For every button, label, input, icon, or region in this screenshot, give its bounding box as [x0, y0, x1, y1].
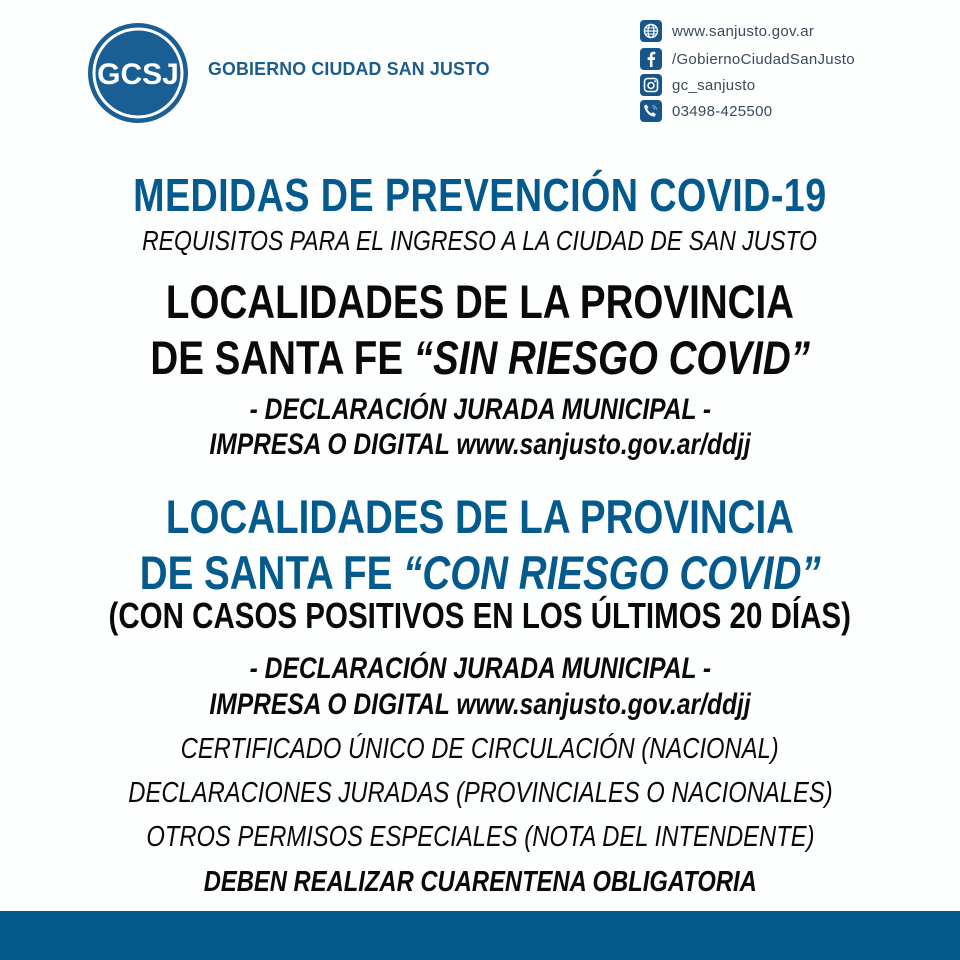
sin-riesgo-heading-line1-text: LOCALIDADES DE LA PROVINCIA	[165, 275, 795, 328]
con-riesgo-heading-line1-text: LOCALIDADES DE LA PROVINCIA	[165, 490, 795, 543]
con-riesgo-heading-line3	[0, 595, 960, 637]
contact-facebook-text: /GobiernoCiudadSanJusto	[672, 50, 855, 68]
con-riesgo-requirement-line1-text: - DECLARACIÓN JURADA MUNICIPAL -	[249, 652, 711, 685]
footer-bar	[0, 911, 960, 960]
con-riesgo-heading-line3-text: (CON CASOS POSITIVOS EN LOS ÚLTIMOS 20 DÍAS)	[108, 595, 852, 636]
con-riesgo-requirement-line1	[0, 652, 960, 686]
sin-riesgo-requirement-line1	[0, 393, 960, 427]
con-riesgo-requirement-prefix: IMPRESA O DIGITAL	[209, 688, 457, 721]
sin-riesgo-requirement-line2	[0, 428, 960, 462]
main-title-text: MEDIDAS DE PREVENCIÓN COVID-19	[133, 169, 827, 221]
contact-phone[interactable]	[640, 100, 772, 122]
con-riesgo-requirement-line2	[0, 688, 960, 722]
con-riesgo-heading-line1	[0, 489, 960, 544]
sin-riesgo-heading-prefix: DE SANTA FE	[150, 331, 414, 384]
globe-icon	[640, 20, 662, 42]
con-riesgo-heading-prefix: DE SANTA FE	[139, 546, 403, 599]
con-riesgo-ddjj-link[interactable]: www.sanjusto.gov.ar/ddjj	[456, 688, 751, 721]
contact-phone-text: 03498-425500	[672, 102, 773, 120]
sin-riesgo-label: “SIN RIESGO COVID”	[413, 331, 810, 384]
sin-riesgo-heading-line2	[0, 330, 960, 385]
subtitle-text: REQUISITOS PARA EL INGRESO A LA CIUDAD DE SAN JUSTO	[142, 225, 818, 256]
sin-riesgo-heading-line1	[0, 274, 960, 329]
subtitle	[0, 225, 960, 257]
logo-text: GCSJ	[97, 58, 179, 91]
facebook-icon	[640, 48, 662, 70]
requirement-item	[0, 821, 960, 854]
requirement-item-text: OTROS PERMISOS ESPECIALES (NOTA DEL INTENDENTE)	[145, 821, 815, 853]
main-title	[0, 168, 960, 222]
sin-riesgo-ddjj-link[interactable]: www.sanjusto.gov.ar/ddjj	[456, 428, 751, 461]
contact-instagram[interactable]	[640, 74, 755, 96]
requirement-item-text: DECLARACIONES JURADAS (PROVINCIALES O NACIONALES)	[127, 777, 833, 809]
con-riesgo-label: “CON RIESGO COVID”	[402, 546, 821, 599]
instagram-icon	[640, 74, 662, 96]
contact-website[interactable]	[640, 20, 814, 42]
requirement-item	[0, 777, 960, 810]
gcsj-logo	[87, 22, 189, 124]
quarantine-note	[0, 866, 960, 899]
requirement-item	[0, 733, 960, 766]
quarantine-note-text: DEBEN REALIZAR CUARENTENA OBLIGATORIA	[203, 866, 757, 898]
contact-facebook[interactable]	[640, 48, 855, 70]
contact-instagram-text: gc_sanjusto	[672, 76, 756, 94]
org-name: GOBIERNO CIUDAD SAN JUSTO	[208, 58, 490, 79]
requirement-item-text: CERTIFICADO ÚNICO DE CIRCULACIÓN (NACIONAL)	[180, 733, 780, 765]
contact-website-text: www.sanjusto.gov.ar	[672, 22, 815, 40]
con-riesgo-heading-line2	[0, 545, 960, 600]
sin-riesgo-requirement-prefix: IMPRESA O DIGITAL	[209, 428, 457, 461]
phone-icon	[640, 100, 662, 122]
sin-riesgo-requirement-line1-text: - DECLARACIÓN JURADA MUNICIPAL -	[249, 393, 711, 426]
